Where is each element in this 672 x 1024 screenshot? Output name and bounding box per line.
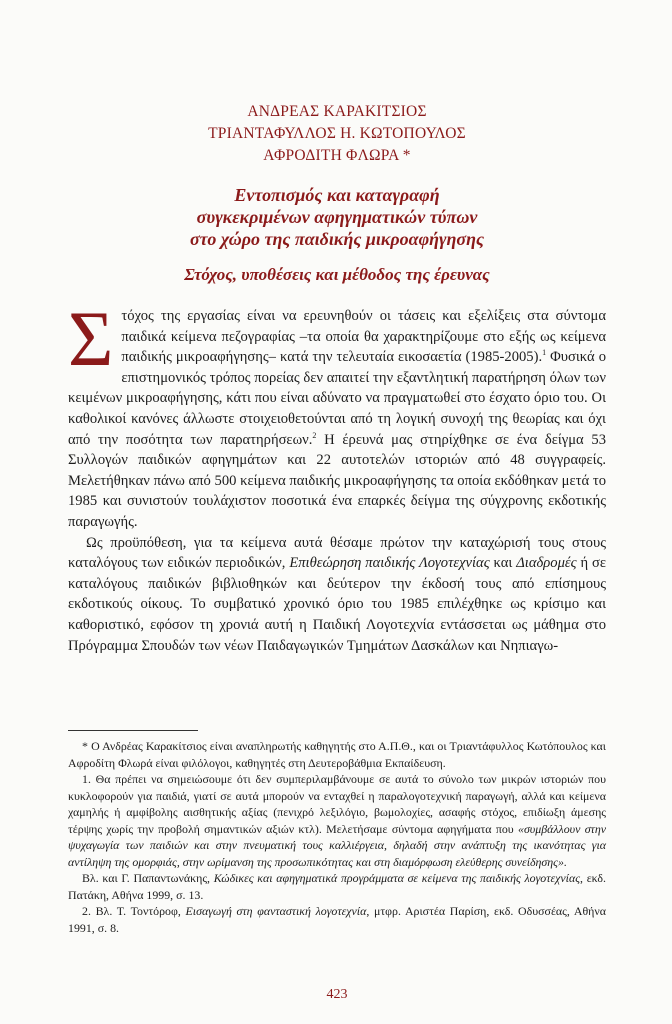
body-text [68,295,607,656]
footnote-divider [68,730,198,731]
paragraph: Στόχος της εργασίας είναι να ερευνηθούν οι τάσεις και εξελίξεις στα σύντομα παιδικά κείμενα πεζογραφίας –τα οποία θα χαρακτηρίζουμε στο εξής ως κείμενα παιδικής μικροαφήγησης– κατά την τελευταία εικοσαετία (1985-2005).$^1$ Φυσικά ο επιστημονικός τρόπος πορείας δεν απαιτεί την εξαντλητική παρατήρηση όλων των κειμένων μικροαφήγησης, κάτι που είναι αδύνατο να πραγματωθεί στο έσχατο όριο του. Οι καθολικοί κανόνες άλλωστε στοιχειοθετούνται από τη λογική συνοχή της θεωρίας και όχι από την ποσότητα των παρατηρήσεων.$^2$ Η έρευνά μας στηρίχθηκε σε ένα δείγμα 53 Συλλογών παιδικών αφηγημάτων και 22 αυτοτελών ιστοριών από 48 συγγραφείς. Μελετήθηκαν πάνω από 500 κείμενα παιδικής μικροαφήγησης τα οποία εκδόθηκαν μετά το 1985 και συνιστούν τουλάχιστον ποσοτικά ένα επαρκές δείγμα της σύγχρονης εκδοτικής παραγωγής. [68,295,606,530]
title-line: Εντοπισμός και καταγραφή [234,185,440,205]
italic-title: Διαδρομές [516,555,577,572]
author-name: ΤΡΙΑΝΤΑΦΥΛΛΟΣ Η. ΚΩΤΟΠΟΥΛΟΣ [208,125,466,142]
book-page [68,0,606,1024]
paragraph: Ως προϋπόθεση, για τα κείμενα αυτά θέσαμε πρώτον την καταχώρισή τους στους καταλόγους των ειδικών περιοδικών, Επιθεώρηση παιδικής Λογοτεχνίας και Διαδρομές ή σε καταλόγους παιδικών βιβλιοθηκών και δεύτερον την έκδοσή τους από επίσημους εκδοτικούς οίκους. Το συμβατικό χρονικό όριο του 1985 επιλέχθηκε ως κρίσιμο και καθοριστικό, εφόσον τη χρονιά αυτή η Παιδική Λογοτεχνία εντάσσεται ως μάθημα στο Πρόγραμμα Σπουδών των νέων Παιδαγωγικών Τμημάτων Δασκάλων και Νηπιαγω- [68,534,607,654]
drop-cap: Σ [68,295,114,382]
section-heading: Στόχος, υποθέσεις και μέθοδος της έρευνας [184,265,490,284]
footnote-2: 2. Βλ. Τ. Τοντόροφ, Εισαγωγή στη φανταστική λογοτεχνία, μτφρ. Αριστέα Παρίση, εκδ. Οδυσσέας, Αθήνα 1991, σ. 8. [68,904,606,935]
author-name: ΑΦΡΟΔΙΤΗ ΦΛΩΡΑ * [263,147,411,164]
title-line: στο χώρο της παιδικής μικροαφήγησης [189,229,485,249]
title-line: συγκεκριμένων αφηγηματικών τύπων [196,207,478,227]
article-title [68,184,606,250]
footnotes [68,738,606,936]
footnote-ref: 2 [312,430,317,440]
footnote-ref: 1 [542,348,547,358]
page-number: 423 [326,987,348,1002]
italic-title: Επιθεώρηση παιδικής Λογοτεχνίας [289,555,490,572]
footnote-1: 1. Θα πρέπει να σημειώσουμε ότι δεν συμπεριλαμβάνουμε σε αυτά το σύνολο των μικρών ιστοριών που κυκλοφορούν για παιδιά, γιατί σε αυτά μπορούν να ενταχθεί η παραλογοτεχνική παραγωγή, αλλά και κείμενα χαμηλής ή αμφίβολης αισθητικής αξίας (πενιχρό λεξιλόγιο, βωμολοχίες, ασαφής στόχος, επιδίωξη άμεσης τέρψης χωρίς την προβολή σημαντικών αξιών κτλ). Μελετήσαμε σύντομα αφηγήματα που «συμβάλλουν στην ψυχαγωγία των παιδιών και στην πνευματική τους καλλιέργεια, δηλαδή στην ανάπτυξη της ικανότητας για αντίληψη της ομορφιάς, στην ωρίμανση της προσωπικότητας και στη διαμόρφωση ελεύθερης συνείδησης». [68,772,606,869]
footnote-star: * Ο Ανδρέας Καρακίτσιος είναι αναπληρωτής καθηγητής στο Α.Π.Θ., και οι Τριαντάφυλλος Κωτόπουλος και Αφροδίτη Φλωρά είναι φιλόλογοι, καθηγητές στη Δευτεροβάθμια Εκπαίδευση. [68,739,606,770]
footnote-1-reference: Βλ. και Γ. Παπαντωνάκης, Κώδικες και αφηγηματικά προγράμματα σε κείμενα της παιδικής λογοτεχνίας, εκδ. Πατάκη, Αθήνα 1999, σ. 13. [68,871,606,902]
authors-block [68,101,606,167]
author-name: ΑΝΔΡΕΑΣ ΚΑΡΑΚΙΤΣΙΟΣ [247,103,427,120]
